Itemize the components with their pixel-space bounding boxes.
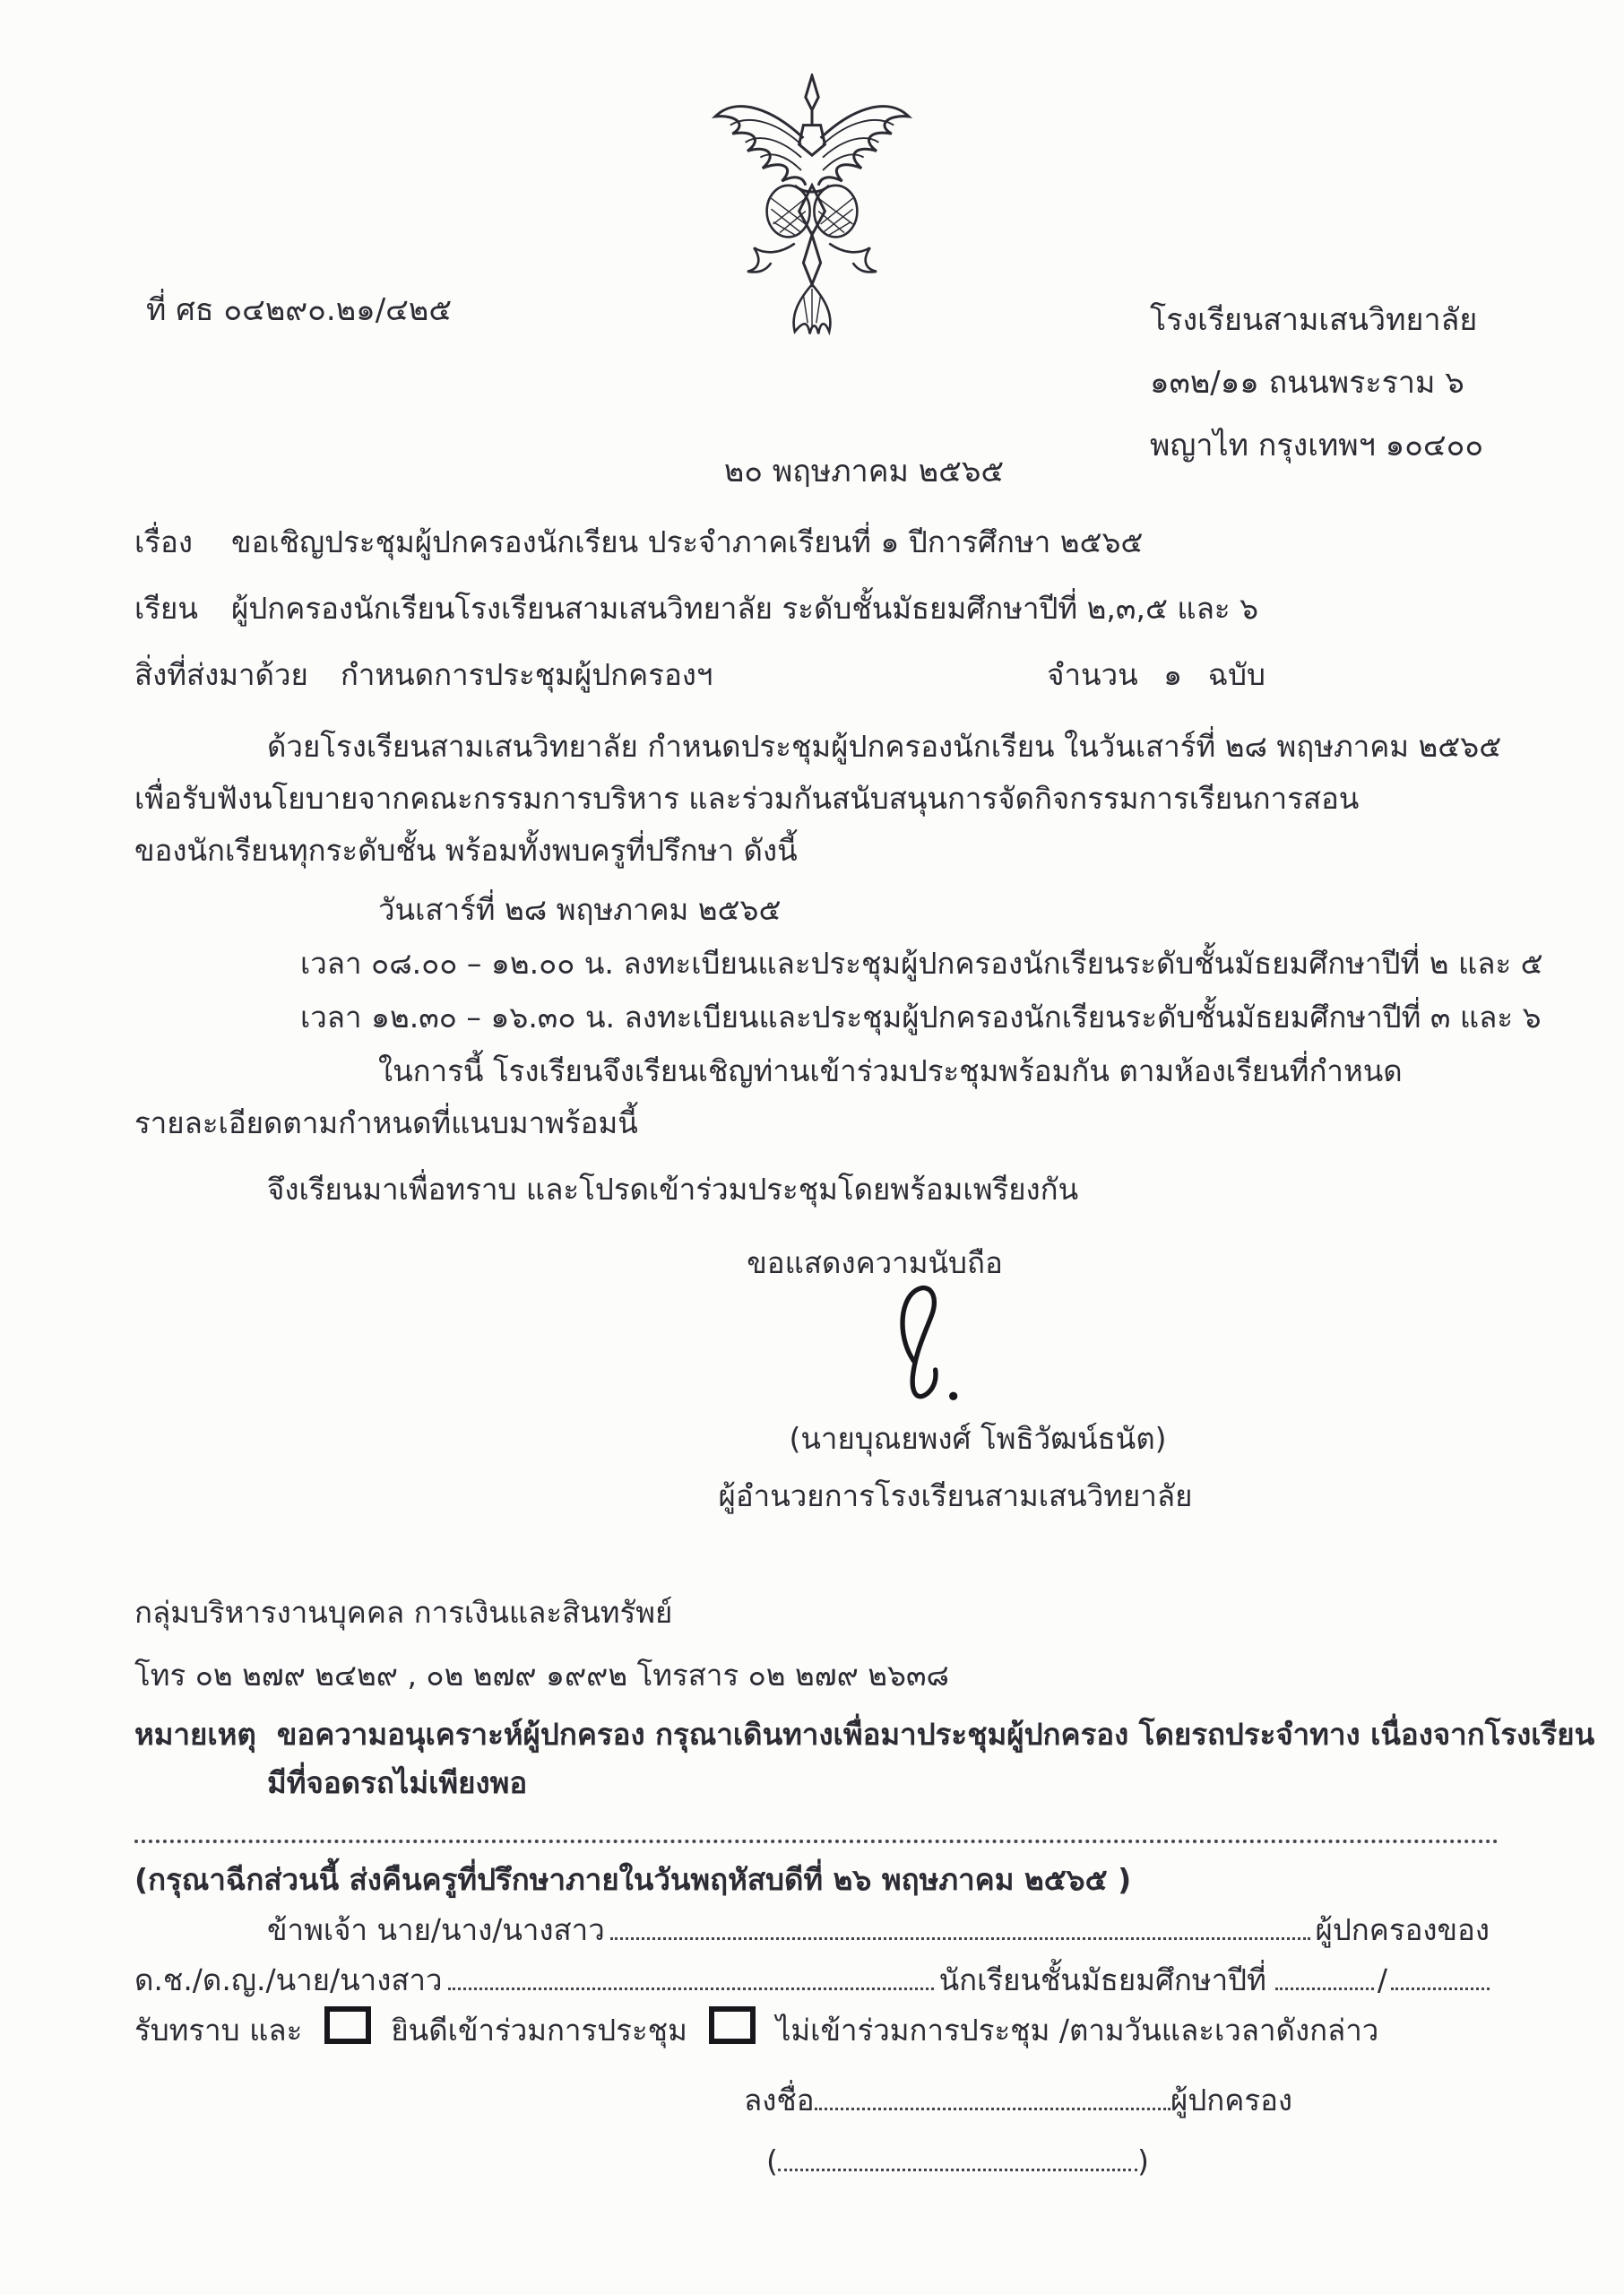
sign-suffix: ผู้ปกครอง: [1170, 2083, 1292, 2117]
body-p2-line2: รายละเอียดตามกำหนดที่แนบมาพร้อมนี้: [134, 1105, 638, 1140]
subject-text: ขอเชิญประชุมผู้ปกครองนักเรียน ประจำภาคเรียนที่ ๑ ปีการศึกษา ๒๕๖๕: [231, 524, 1144, 559]
body-p2-line1: ในการนี้ โรงเรียนจึงเรียนเชิญท่านเข้าร่วมประชุมพร้อมกัน ตามห้องเรียนที่กำหนด: [378, 1053, 1403, 1088]
slip-line1-prefix: ข้าพเจ้า นาย/นาง/นางสาว: [267, 1912, 605, 1947]
garuda-emblem-icon: [704, 74, 920, 346]
class-separator: /: [1377, 1962, 1387, 1997]
tear-off-dotted-line: [134, 1840, 1499, 1843]
attachment-count: จำนวน ๑ ฉบับ: [1047, 657, 1266, 692]
signer-name: (นายบุณยพงศ์ โพธิวัฒน์ธนัต): [789, 1421, 1167, 1456]
attachment-text: กำหนดการประชุมผู้ปกครองฯ: [340, 657, 713, 692]
signature-image: [879, 1277, 987, 1416]
note-line1: [134, 1710, 1595, 1758]
slip-sign-line: [744, 2076, 1292, 2124]
attend-checkbox[interactable]: [324, 2006, 371, 2044]
class-room-blank[interactable]: [1391, 1956, 1490, 1990]
slip-line2-prefix: ด.ช./ด.ญ./นาย/นางสาว: [134, 1962, 443, 1997]
class-level-blank[interactable]: [1275, 1956, 1374, 1990]
student-name-blank[interactable]: [448, 1956, 934, 1990]
not-attend-checkbox-label: ไม่เข้าร่วมการประชุม /ตามวันและเวลาดังกล่าว: [775, 2013, 1379, 2048]
slip-line2-mid: นักเรียนชั้นมัธยมศึกษาปีที่: [938, 1962, 1266, 1997]
signer-title: ผู้อำนวยการโรงเรียนสามเสนวิทยาลัย: [718, 1478, 1193, 1513]
to-line: [134, 585, 1490, 632]
note-text1: ขอความอนุเคราะห์ผู้ปกครอง กรุณาเดินทางเพื่อมาประชุมผู้ปกครอง โดยรถประจำทาง เนื่องจากโรงเรียน: [276, 1717, 1595, 1752]
to-text: ผู้ปกครองนักเรียนโรงเรียนสามเสนวิทยาลัย ระดับชั้นมัธยมศึกษาปีที่ ๒,๓,๕ และ ๖: [231, 591, 1259, 626]
body-p1-line1: ด้วยโรงเรียนสามเสนวิทยาลัย กำหนดประชุมผู้ปกครองนักเรียน ในวันเสาร์ที่ ๒๘ พฤษภาคม ๒๕๖๕: [267, 729, 1502, 764]
guardian-printed-name-blank[interactable]: [778, 2137, 1137, 2171]
slip-line1-suffix: ผู้ปกครองของ: [1315, 1912, 1490, 1947]
attachment-label: สิ่งที่ส่งมาด้วย: [134, 657, 308, 692]
closing-line: จึงเรียนมาเพื่อทราบ และโปรดเข้าร่วมประชุมโดยพร้อมเพรียงกัน: [267, 1172, 1079, 1207]
document-number: ที่ ศธ ๐๔๒๙๐.๒๑/๔๒๕: [146, 292, 453, 328]
subject-line: [134, 518, 1490, 566]
schedule-date: วันเสาร์ที่ ๒๘ พฤษภาคม ๒๕๖๕: [378, 892, 782, 927]
salutation: ขอแสดงความนับถือ: [747, 1245, 1003, 1280]
schedule-line2: เวลา ๑๒.๓๐ – ๑๖.๓๐ น. ลงทะเบียนและประชุมผู้ปกครองนักเรียนระดับชั้นมัธยมศึกษาปีที่ ๓ และ ๖: [300, 1000, 1542, 1035]
parent-name-blank[interactable]: [610, 1906, 1310, 1940]
slip-acknowledge-line: [134, 2006, 1490, 2054]
sign-prefix: ลงชื่อ: [744, 2083, 815, 2117]
not-attend-checkbox[interactable]: [709, 2006, 756, 2044]
note-line2: มีที่จอดรถไม่เพียงพอ: [267, 1765, 528, 1800]
attachment-line: [134, 651, 1490, 698]
sender-street: ๑๓๒/๑๑ ถนนพระราม ๖: [1150, 365, 1464, 401]
slip-sign-name-line: [766, 2137, 1149, 2178]
department-line: กลุ่มบริหารงานบุคคล การเงินและสินทรัพย์: [134, 1595, 673, 1630]
body-p1-line2: เพื่อรับฟังนโยบายจากคณะกรรมการบริหาร และร่วมกันสนับสนุนการจัดกิจกรรมการเรียนการสอน: [134, 781, 1360, 816]
slip-student-name-line: [134, 1956, 1490, 2004]
subject-label: เรื่อง: [134, 524, 193, 559]
paren-close: ): [1137, 2143, 1149, 2178]
sender-city: พญาไท กรุงเทพฯ ๑๐๔๐๐: [1150, 428, 1484, 463]
sender-school: โรงเรียนสามเสนวิทยาลัย: [1150, 302, 1478, 338]
slip-parent-name-line: [134, 1906, 1490, 1953]
body-p1-line3: ของนักเรียนทุกระดับชั้น พร้อมทั้งพบครูที่ปรึกษา ดังนี้: [134, 833, 798, 868]
guardian-signature-blank[interactable]: [815, 2076, 1170, 2110]
to-label: เรียน: [134, 591, 198, 626]
note-label: หมายเหตุ: [134, 1717, 256, 1752]
slip-instruction: (กรุณาฉีกส่วนนี้ ส่งคืนครูที่ปรึกษาภายในวันพฤหัสบดีที่ ๒๖ พฤษภาคม ๒๕๖๕ ): [134, 1862, 1132, 1897]
phone-line: โทร ๐๒ ๒๗๙ ๒๔๒๙ , ๐๒ ๒๗๙ ๑๙๙๒ โทรสาร ๐๒ ๒๗๙ ๒๖๓๘: [134, 1658, 949, 1693]
schedule-line1: เวลา ๐๘.๐๐ – ๑๒.๐๐ น. ลงทะเบียนและประชุมผู้ปกครองนักเรียนระดับชั้นมัธยมศึกษาปีที่ ๒ และ ๕: [300, 946, 1543, 981]
paren-open: (: [766, 2143, 778, 2178]
slip-line3-prefix: รับทราบ และ: [134, 2013, 303, 2048]
letter-date: ๒๐ พฤษภาคม ๒๕๖๕: [723, 454, 1005, 489]
attend-checkbox-label: ยินดีเข้าร่วมการประชุม: [391, 2013, 687, 2048]
